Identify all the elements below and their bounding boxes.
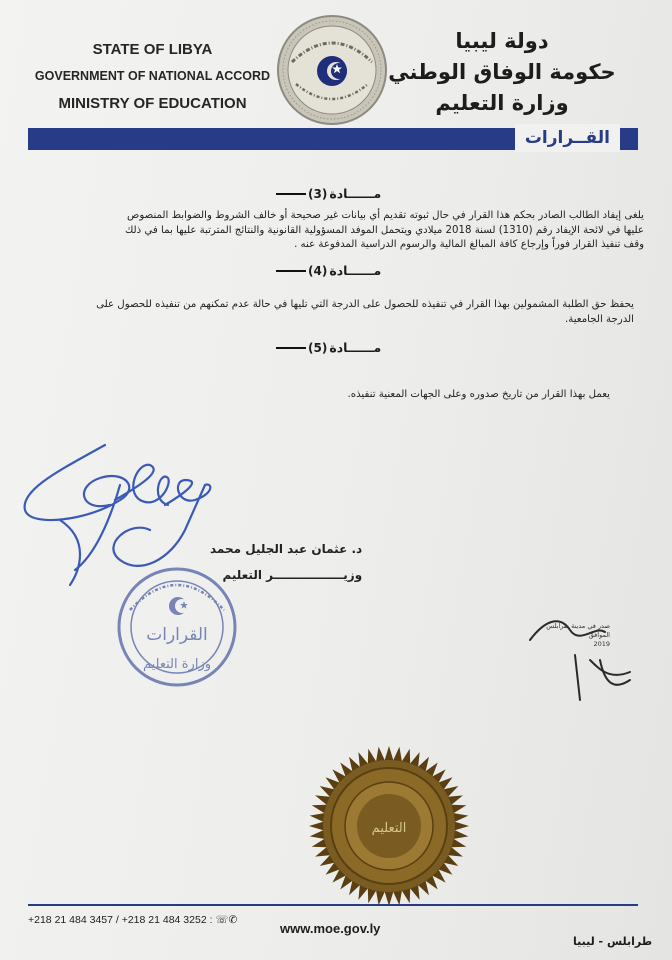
article-3-label: مــــــادة [329,186,382,201]
header-ar-government: حكومة الوفاق الوطني [388,60,616,84]
signatory-name: د. عثمان عبد الجليل محمد [210,542,363,556]
header-en-ministry: MINISTRY OF EDUCATION [58,95,247,112]
article-4-line-1: يحفظ حق الطلبة المشمولين بهذا القرار في تنفيذه للحصول على الدرجة التي تليها في حالة عدم تمكنهم من تنفيذه للحصول على [96,299,634,310]
article-5-number: (5) [308,340,328,355]
footer-phones: +218 21 484 3457 / +218 21 484 3252 : ☏✆ [28,914,238,926]
header-ar-state: دولة ليبيا [455,29,549,53]
article-3-line-3: وقف تنفيذ القرار فوراً وإرجاع كافة المبالغ المالية والرسوم الدراسية المدفوعة عنه . [294,239,644,250]
article-4-number: (4) [308,263,328,278]
issued-place: صدر في مدينة طرابلس [546,622,610,630]
article-3-line-2: عليها في لائحة الإيفاد رقم (1310) لسنة 2018 ميلادي ويتحمل الموفد المسؤولية القانونية والنتائج المترتبة عليها بما في ذلك [124,224,644,236]
stamp-bottom-text: وزارة التعليم [142,657,212,672]
article-4-label: مــــــادة [329,263,382,278]
footer-city: طرابلس - ليبيا [573,935,653,948]
header-ar-ministry: وزارة التعليم [435,91,569,115]
issued-corresponding: الموافق [588,631,610,639]
article-5-label: مــــــادة [329,340,382,355]
header-en-state: STATE OF LIBYA [92,41,213,58]
article-4-line-2: الدرجة الجامعية. [565,313,634,325]
header-en-government: GOVERNMENT OF NATIONAL ACCORD [34,69,271,83]
section-title: القــرارات [515,124,620,152]
ministry-gold-seal-icon [309,746,469,906]
stamp-center-text: القرارات [146,625,208,645]
article-3-number: (3) [308,186,328,201]
signatory-title: وزيـــــــــــــــــر التعليم [222,568,363,582]
footer-rule [28,904,638,906]
seal-center-text: التعليم [371,821,407,836]
decisions-office-stamp-icon [119,569,235,685]
article-3-line-1: يلغى إيفاد الطالب الصادر بحكم هذا القرار في حال ثبوته تقديم أي بيانات غير صحيحة أو خالف الشروط والضوابط المنصوص [127,210,644,221]
issued-year: 2019 [593,640,610,648]
issue-info [490,622,610,649]
article-5-line-1: يعمل بهذا القرار من تاريخ صدوره وعلى الجهات المعنية تنفيذه. [347,389,610,400]
footer-website[interactable]: www.moe.gov.ly [280,921,381,936]
minister-signature-icon [25,445,211,585]
